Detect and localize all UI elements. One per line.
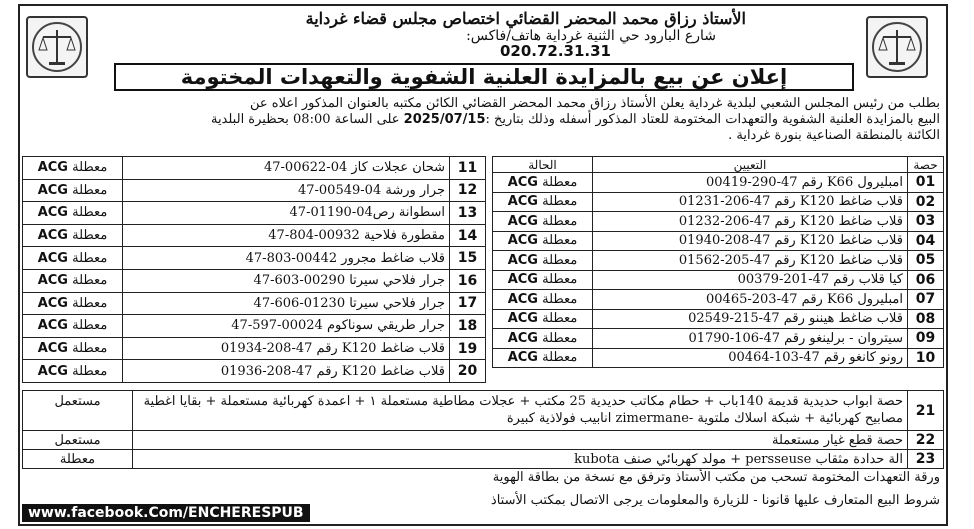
status-code: ACG [37, 363, 68, 379]
lot-status [493, 329, 593, 349]
table-row [23, 202, 486, 225]
table-row [493, 329, 944, 349]
footer-note: شروط البيع المتعارف عليها قانونا - للزيارة والمعلومات يرجى الاتصال بمكتب الأستاذ [490, 493, 940, 508]
intro-text: على الساعة 08:00 بحظيرة البلدية [210, 112, 404, 127]
lot-status [493, 309, 593, 329]
lot-number: 08 [908, 309, 944, 329]
lot-number: 04 [908, 231, 944, 251]
lot-description: جرار فلاحي سيرتا 00290-603-47 [123, 269, 450, 292]
header-lot: حصة [908, 157, 944, 173]
table-row [493, 192, 944, 212]
table-row [23, 179, 486, 202]
lot-status [493, 192, 593, 212]
lot-description: امبليرول K66 رقم 47-203-00465 [593, 290, 908, 310]
status-word: معطلة [542, 213, 578, 229]
lot-status [23, 157, 123, 180]
status-word: معطلة [72, 363, 108, 379]
lot-number: 18 [450, 315, 486, 338]
lot-status [23, 224, 123, 247]
status-code: ACG [507, 174, 538, 190]
lot-description: قلاب ضاغط مجرور 00442-803-47 [123, 247, 450, 270]
lot-description: حصة قطع غيار مستعملة [133, 431, 908, 450]
lot-status [23, 337, 123, 360]
lot-number: 19 [450, 337, 486, 360]
lot-status: مستعمل [23, 431, 133, 450]
table-row [23, 224, 486, 247]
announcement-frame [18, 4, 948, 526]
status-code: ACG [37, 205, 68, 221]
lot-number: 07 [908, 290, 944, 310]
table-row [23, 360, 486, 383]
status-word: معطلة [72, 341, 108, 357]
lot-status [23, 360, 123, 383]
lot-status [493, 212, 593, 232]
header [20, 6, 946, 94]
lot-description: اسطوانة رص04-01190-47 [123, 202, 450, 225]
officer-title: الأستاذ رزاق محمد المحضر القضائي اختصاص مجلس قضاء غرداية [305, 9, 746, 28]
lots-table-bottom [22, 390, 944, 469]
status-code: ACG [37, 318, 68, 334]
status-code: ACG [37, 182, 68, 198]
status-code: ACG [37, 341, 68, 357]
lot-status: معطلة [23, 450, 133, 469]
lot-status [23, 179, 123, 202]
lot-number: 16 [450, 269, 486, 292]
table-row [493, 348, 944, 368]
status-code: ACG [507, 252, 538, 268]
lot-status [493, 251, 593, 271]
status-code: ACG [507, 291, 538, 307]
table-row [23, 391, 944, 431]
table-row [493, 212, 944, 232]
lot-number: 10 [908, 348, 944, 368]
lot-status [23, 269, 123, 292]
status-code: ACG [507, 330, 538, 346]
status-word: معطلة [72, 182, 108, 198]
phone-number: 020.72.31.31 [499, 42, 611, 60]
lot-description: جرار ورشة 04-00549-47 [123, 179, 450, 202]
lot-number: 21 [908, 391, 944, 431]
table-row [23, 315, 486, 338]
scales-of-justice-icon [866, 16, 928, 78]
status-word: معطلة [72, 295, 108, 311]
status-word: معطلة [542, 252, 578, 268]
lot-status: مستعمل [23, 391, 133, 431]
status-code: ACG [37, 250, 68, 266]
lot-description: امبليرول K66 رقم 47-290-00419 [593, 173, 908, 193]
table-header-row [493, 157, 944, 173]
status-word: معطلة [542, 311, 578, 327]
header-description: التعيين [593, 157, 908, 173]
lot-number: 11 [450, 157, 486, 180]
lot-number: 22 [908, 431, 944, 450]
footer-note: ورقة التعهدات المختومة تسحب من مكتب الأستاذ وترفق مع نسخة من بطاقة الهوية [492, 470, 940, 485]
intro-paragraph [26, 96, 940, 144]
table-row [23, 431, 944, 450]
lot-number: 06 [908, 270, 944, 290]
lot-description: قلاب ضاغط K120 رقم 47-205-01562 [593, 251, 908, 271]
table-row [493, 251, 944, 271]
lot-number: 13 [450, 202, 486, 225]
table-row [23, 292, 486, 315]
status-word: معطلة [542, 291, 578, 307]
status-code: ACG [37, 295, 68, 311]
lot-status [23, 247, 123, 270]
lot-status [493, 231, 593, 251]
lot-description: قلاب ضاغط K120 رقم 47-208-01936 [123, 360, 450, 383]
lot-number: 05 [908, 251, 944, 271]
lot-number: 12 [450, 179, 486, 202]
lot-description: قلاب ضاغط هيننو رقم 47-215-02549 [593, 309, 908, 329]
table-row [493, 309, 944, 329]
lot-description: كيا قلاب رقم 47-201-00379 [593, 270, 908, 290]
status-word: معطلة [542, 174, 578, 190]
lot-description: سيتروان - برلينغو رقم 47-106-01790 [593, 329, 908, 349]
lot-description: شحان عجلات كاز 04-00622-47 [123, 157, 450, 180]
status-code: ACG [37, 273, 68, 289]
lot-status [23, 315, 123, 338]
lot-status [493, 290, 593, 310]
lot-description: قلاب ضاغط K120 رقم 47-206-01231 [593, 192, 908, 212]
status-word: معطلة [542, 194, 578, 210]
status-word: معطلة [72, 273, 108, 289]
lot-number: 01 [908, 173, 944, 193]
lot-number: 23 [908, 450, 944, 469]
lot-description: الة حدادة مثقاب persseuse + مولد كهربائي صنف kubota [133, 450, 908, 469]
lot-description: جرار فلاحي سيرتا 01230-606-47 [123, 292, 450, 315]
lot-number: 09 [908, 329, 944, 349]
status-word: معطلة [542, 350, 578, 366]
status-code: ACG [37, 228, 68, 244]
intro-line: بطلب من رئيس المجلس الشعبي لبلدية غرداية يعلن الأستاذ رزاق محمد المحضر القضائي الكائن مكتبه بالعنوان المذكور اعلاه عن [250, 96, 940, 111]
intro-line [26, 112, 940, 128]
office-address: شارع البارود حي الثنية غرداية هاتف/فاكس: [466, 28, 716, 44]
table-row [23, 450, 944, 469]
table-row [23, 157, 486, 180]
status-word: معطلة [542, 330, 578, 346]
status-code: ACG [507, 272, 538, 288]
table-row [23, 269, 486, 292]
lot-description: حصة ابواب حديدية قديمة 140باب + حطام مكاتب حديدية 25 مكتب + عجلات مطاطية مستعملة ١ + اعمدة كهربائية مستعملة + بقايا اغطية مصابيح كهربائية + شبكة اسلاك ملتوية -zimermane انابيب فولاذية كبيرة [133, 391, 908, 431]
lot-number: 03 [908, 212, 944, 232]
lot-description: قلاب ضاغط K120 رقم 47-208-01940 [593, 231, 908, 251]
table-row [493, 173, 944, 193]
facebook-link[interactable]: www.facebook.Com/ENCHERESPUB [22, 504, 310, 522]
status-code: ACG [37, 160, 68, 176]
lot-number: 14 [450, 224, 486, 247]
table-row [23, 337, 486, 360]
lot-status [23, 202, 123, 225]
status-word: معطلة [542, 233, 578, 249]
lot-description: مقطورة فلاحية 00932-804-47 [123, 224, 450, 247]
lot-status [493, 173, 593, 193]
status-code: ACG [507, 213, 538, 229]
lot-description: جرار طريقي سوناكوم 00024-597-47 [123, 315, 450, 338]
status-word: معطلة [72, 250, 108, 266]
announcement-title: إعلان عن بيع بالمزايدة العلنية الشفوية والتعهدات المختومة [114, 63, 854, 91]
table-row [493, 231, 944, 251]
lot-number: 15 [450, 247, 486, 270]
lots-table-right [492, 156, 944, 368]
status-word: معطلة [72, 205, 108, 221]
status-code: ACG [507, 194, 538, 210]
sale-date: 2025/07/15 [403, 112, 486, 127]
lot-description: قلاب ضاغط K120 رقم 47-206-01232 [593, 212, 908, 232]
lot-description: قلاب ضاغط K120 رقم 47-208-01934 [123, 337, 450, 360]
lot-status [23, 292, 123, 315]
lot-status [493, 348, 593, 368]
intro-line: الكائنة بالمنطقة الصناعية بنورة غرداية . [728, 128, 940, 143]
lot-status [493, 270, 593, 290]
table-row [493, 290, 944, 310]
status-word: معطلة [72, 160, 108, 176]
status-word: معطلة [72, 228, 108, 244]
lot-number: 20 [450, 360, 486, 383]
status-code: ACG [507, 233, 538, 249]
status-word: معطلة [72, 318, 108, 334]
status-code: ACG [507, 311, 538, 327]
status-code: ACG [507, 350, 538, 366]
status-word: معطلة [542, 272, 578, 288]
table-row [493, 270, 944, 290]
lot-description: رونو كانغو رقم 47-103-00464 [593, 348, 908, 368]
scales-of-justice-icon [26, 16, 88, 78]
lot-number: 02 [908, 192, 944, 212]
header-status: الحالة [493, 157, 593, 173]
table-row [23, 247, 486, 270]
lot-number: 17 [450, 292, 486, 315]
lots-table-left [22, 156, 486, 383]
intro-text: البيع بالمزايدة العلنية الشفوية والتعهدات المختومة للعتاد المذكور أسفله وذلك بتاريخ : [485, 112, 940, 127]
